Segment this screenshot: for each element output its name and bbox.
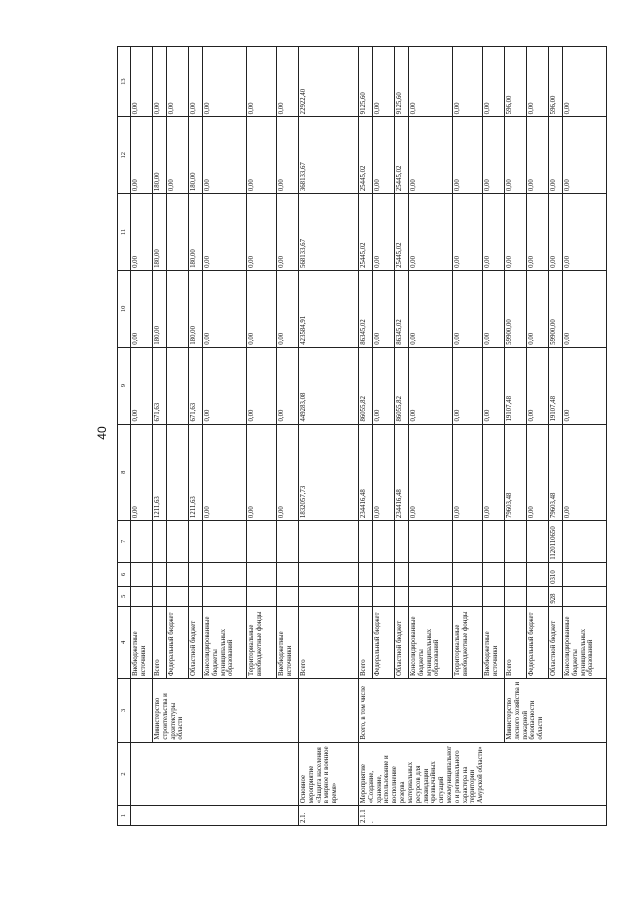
column-number: 9 <box>118 347 131 424</box>
amount-cell: 0,00 <box>409 47 453 117</box>
amount-cell: 0,00 <box>277 47 299 117</box>
amount-cell: 0,00 <box>453 194 483 271</box>
target-code-cell <box>359 521 373 563</box>
amount-cell: 0,00 <box>563 47 607 117</box>
amount-cell: 0,00 <box>203 47 247 117</box>
amount-cell: 86345,02 <box>395 270 409 347</box>
amount-cell: 0,00 <box>563 424 607 521</box>
amount-cell: 180,00 <box>153 194 167 271</box>
budget-code-cell <box>395 586 409 606</box>
amount-cell <box>167 194 189 271</box>
target-code-cell <box>189 521 203 563</box>
amount-cell: 0,00 <box>527 47 549 117</box>
column-number: 3 <box>118 679 131 743</box>
target-code-cell <box>373 521 395 563</box>
section-code-cell <box>409 562 453 586</box>
amount-cell: 0,00 <box>373 347 395 424</box>
amount-cell: 0,00 <box>277 117 299 194</box>
target-code-cell <box>131 521 153 563</box>
target-code-cell: 1120110650 <box>549 521 563 563</box>
amount-cell <box>167 424 189 521</box>
budget-code-cell <box>483 586 505 606</box>
amount-cell: 0,00 <box>189 47 203 117</box>
budget-code-cell <box>299 586 359 606</box>
target-code-cell <box>277 521 299 563</box>
amount-cell: 0,00 <box>453 347 483 424</box>
item-name-cell <box>131 742 299 806</box>
section-code-cell <box>505 562 527 586</box>
budget-code-cell <box>277 586 299 606</box>
amount-cell: 1211,63 <box>153 424 167 521</box>
budget-code-cell <box>131 586 153 606</box>
target-code-cell <box>527 521 549 563</box>
funding-source-cell: Консолидированные бюджеты муниципальных образований <box>409 606 453 678</box>
target-code-cell <box>453 521 483 563</box>
budget-code-cell <box>247 586 277 606</box>
table-row <box>299 47 359 826</box>
amount-cell: 0,00 <box>505 117 527 194</box>
amount-cell: 86345,02 <box>359 270 373 347</box>
column-number: 11 <box>118 194 131 271</box>
section-code-cell <box>483 562 505 586</box>
amount-cell: 86055,82 <box>359 347 373 424</box>
amount-cell: 79603,48 <box>549 424 563 521</box>
item-name-cell: Основное мероприятие «Защита населения в мирное и военное время» <box>299 742 359 806</box>
amount-cell: 0,00 <box>247 47 277 117</box>
funding-source-cell: Консолидированные бюджеты муниципальных образований <box>203 606 247 678</box>
amount-cell: 0,00 <box>527 424 549 521</box>
amount-cell: 0,00 <box>453 47 483 117</box>
column-number-row <box>118 47 131 826</box>
amount-cell: 0,00 <box>483 270 505 347</box>
funding-source-cell: Всего <box>153 606 167 678</box>
section-code-cell <box>189 562 203 586</box>
column-number: 7 <box>118 521 131 563</box>
amount-cell: 0,00 <box>373 194 395 271</box>
item-number-cell <box>131 806 299 826</box>
target-code-cell <box>395 521 409 563</box>
section-code-cell <box>373 562 395 586</box>
column-number: 2 <box>118 742 131 806</box>
table-row <box>131 47 153 826</box>
table-row <box>359 47 373 826</box>
amount-cell: 0,00 <box>247 270 277 347</box>
amount-cell: 0,00 <box>373 424 395 521</box>
amount-cell: 0,00 <box>505 194 527 271</box>
amount-cell: 0,00 <box>277 270 299 347</box>
amount-cell: 0,00 <box>409 424 453 521</box>
executor-cell: Всего, в том числе <box>359 679 505 743</box>
funding-source-cell: Внебюджетные источники <box>277 606 299 678</box>
target-code-cell <box>247 521 277 563</box>
section-code-cell <box>395 562 409 586</box>
amount-cell <box>167 347 189 424</box>
amount-cell: 0,00 <box>131 347 153 424</box>
funding-source-cell: Всего <box>299 606 359 678</box>
amount-cell: 0,00 <box>527 117 549 194</box>
target-code-cell <box>505 521 527 563</box>
section-code-cell <box>299 562 359 586</box>
amount-cell: 0,00 <box>373 117 395 194</box>
amount-cell: 0,00 <box>203 117 247 194</box>
column-number: 13 <box>118 47 131 117</box>
amount-cell: 0,00 <box>563 117 607 194</box>
amount-cell: 0,00 <box>527 347 549 424</box>
budget-code-cell <box>563 586 607 606</box>
amount-cell: 0,00 <box>153 47 167 117</box>
amount-cell: 671,63 <box>189 347 203 424</box>
amount-cell: 0,00 <box>247 117 277 194</box>
amount-cell: 0,00 <box>203 347 247 424</box>
amount-cell: 0,00 <box>409 347 453 424</box>
funding-source-cell: Внебюджетные источники <box>131 606 153 678</box>
budget-financing-table <box>117 46 607 826</box>
item-name-cell: Мероприятие «Создание, хранение, использование и восполнение резерва материальных ресурсов для ликвидации чрезвычайных ситуаций межмуниципального и регионального характера на территории Амурской области» <box>359 742 607 806</box>
executor-cell <box>131 679 153 743</box>
amount-cell: 568133,67 <box>299 194 359 271</box>
target-code-cell <box>167 521 189 563</box>
amount-cell: 0,00 <box>453 424 483 521</box>
amount-cell: 0,00 <box>527 194 549 271</box>
column-number: 4 <box>118 606 131 678</box>
amount-cell: 22922,40 <box>299 47 359 117</box>
amount-cell: 0,00 <box>483 47 505 117</box>
amount-cell: 1211,63 <box>189 424 203 521</box>
amount-cell: 19107,48 <box>549 347 563 424</box>
target-code-cell <box>153 521 167 563</box>
budget-code-cell <box>527 586 549 606</box>
amount-cell: 25445,02 <box>359 194 373 271</box>
amount-cell: 59900,00 <box>505 270 527 347</box>
amount-cell: 0,00 <box>203 424 247 521</box>
section-code-cell: 0310 <box>549 562 563 586</box>
amount-cell: 9125,60 <box>359 47 373 117</box>
budget-code-cell <box>153 586 167 606</box>
amount-cell: 0,00 <box>409 117 453 194</box>
amount-cell: 0,00 <box>549 194 563 271</box>
item-number-cell: 2.1.1. <box>359 806 607 826</box>
budget-code-cell <box>189 586 203 606</box>
funding-source-cell: Консолидированные бюджеты муниципальных образований <box>563 606 607 678</box>
column-number: 5 <box>118 586 131 606</box>
amount-cell: 0,00 <box>167 47 189 117</box>
amount-cell: 0,00 <box>549 117 563 194</box>
executor-cell <box>299 679 359 743</box>
column-number: 12 <box>118 117 131 194</box>
amount-cell: 9125,60 <box>395 47 409 117</box>
amount-cell: 449283,08 <box>299 347 359 424</box>
budget-code-cell: 928 <box>549 586 563 606</box>
amount-cell: 596,00 <box>549 47 563 117</box>
funding-source-cell: Территориальные внебюджетные фонды <box>247 606 277 678</box>
column-number: 6 <box>118 562 131 586</box>
amount-cell: 0,00 <box>373 270 395 347</box>
target-code-cell <box>483 521 505 563</box>
amount-cell: 0,00 <box>203 270 247 347</box>
amount-cell: 368133,67 <box>299 117 359 194</box>
amount-cell: 0,00 <box>483 424 505 521</box>
amount-cell: 0,00 <box>131 117 153 194</box>
table-row <box>505 47 527 826</box>
page-number: 40 <box>95 426 109 440</box>
amount-cell: 0,00 <box>277 194 299 271</box>
rotated-table-container <box>117 46 595 826</box>
amount-cell: 0,00 <box>483 117 505 194</box>
amount-cell <box>167 270 189 347</box>
amount-cell: 180,00 <box>153 270 167 347</box>
target-code-cell <box>563 521 607 563</box>
section-code-cell <box>153 562 167 586</box>
amount-cell: 180,00 <box>153 117 167 194</box>
funding-source-cell: Областной бюджет <box>189 606 203 678</box>
amount-cell: 671,63 <box>153 347 167 424</box>
funding-source-cell: Федеральный бюджет <box>167 606 189 678</box>
section-code-cell <box>277 562 299 586</box>
budget-code-cell <box>203 586 247 606</box>
amount-cell: 0,00 <box>409 270 453 347</box>
amount-cell: 25445,02 <box>395 194 409 271</box>
amount-cell: 19107,48 <box>505 347 527 424</box>
amount-cell: 25445,02 <box>395 117 409 194</box>
amount-cell: 423584,91 <box>299 270 359 347</box>
budget-code-cell <box>359 586 373 606</box>
amount-cell: 0,00 <box>247 194 277 271</box>
amount-cell: 0,00 <box>277 347 299 424</box>
column-number: 8 <box>118 424 131 521</box>
amount-cell: 86055,82 <box>395 347 409 424</box>
amount-cell: 0,00 <box>483 194 505 271</box>
amount-cell: 25445,02 <box>359 117 373 194</box>
amount-cell: 0,00 <box>131 424 153 521</box>
amount-cell: 596,00 <box>505 47 527 117</box>
section-code-cell <box>167 562 189 586</box>
amount-cell: 0,00 <box>453 270 483 347</box>
amount-cell: 59900,00 <box>549 270 563 347</box>
amount-cell: 234416,48 <box>359 424 373 521</box>
item-number-cell: 2.1. <box>299 806 359 826</box>
funding-source-cell: Всего <box>505 606 527 678</box>
executor-cell: Министерство строительства и архитектуры области <box>153 679 299 743</box>
funding-source-cell: Областной бюджет <box>549 606 563 678</box>
amount-cell: 234416,48 <box>395 424 409 521</box>
amount-cell: 0,00 <box>277 424 299 521</box>
amount-cell: 180,00 <box>189 117 203 194</box>
funding-source-cell: Федеральный бюджет <box>373 606 395 678</box>
amount-cell: 0,00 <box>563 194 607 271</box>
target-code-cell <box>203 521 247 563</box>
table-row <box>153 47 167 826</box>
section-code-cell <box>247 562 277 586</box>
amount-cell: 0,00 <box>131 270 153 347</box>
budget-code-cell <box>167 586 189 606</box>
table-frame <box>117 46 595 826</box>
funding-source-cell: Территориальные внебюджетные фонды <box>453 606 483 678</box>
section-code-cell <box>453 562 483 586</box>
amount-cell: 0,00 <box>247 347 277 424</box>
amount-cell: 0,00 <box>409 194 453 271</box>
column-number: 1 <box>118 806 131 826</box>
amount-cell: 79603,48 <box>505 424 527 521</box>
executor-cell: Министерство лесного хозяйства и пожарной безопасности области <box>505 679 607 743</box>
funding-source-cell: Всего <box>359 606 373 678</box>
amount-cell: 1832057,73 <box>299 424 359 521</box>
column-number: 10 <box>118 270 131 347</box>
amount-cell: 0,00 <box>203 194 247 271</box>
section-code-cell <box>131 562 153 586</box>
amount-cell: 0,00 <box>131 47 153 117</box>
section-code-cell <box>203 562 247 586</box>
budget-code-cell <box>373 586 395 606</box>
amount-cell: 0,00 <box>131 194 153 271</box>
section-code-cell <box>563 562 607 586</box>
amount-cell: 180,00 <box>189 194 203 271</box>
amount-cell: 0,00 <box>563 270 607 347</box>
amount-cell: 0,00 <box>563 347 607 424</box>
amount-cell: 180,00 <box>189 270 203 347</box>
target-code-cell <box>299 521 359 563</box>
amount-cell: 0,00 <box>483 347 505 424</box>
amount-cell: 0,00 <box>373 47 395 117</box>
section-code-cell <box>359 562 373 586</box>
funding-source-cell: Федеральный бюджет <box>527 606 549 678</box>
target-code-cell <box>409 521 453 563</box>
budget-code-cell <box>453 586 483 606</box>
amount-cell: 0,00 <box>167 117 189 194</box>
amount-cell: 0,00 <box>527 270 549 347</box>
funding-source-cell: Внебюджетные источники <box>483 606 505 678</box>
budget-code-cell <box>505 586 527 606</box>
funding-source-cell: Областной бюджет <box>395 606 409 678</box>
budget-code-cell <box>409 586 453 606</box>
amount-cell: 0,00 <box>247 424 277 521</box>
amount-cell: 0,00 <box>453 117 483 194</box>
section-code-cell <box>527 562 549 586</box>
